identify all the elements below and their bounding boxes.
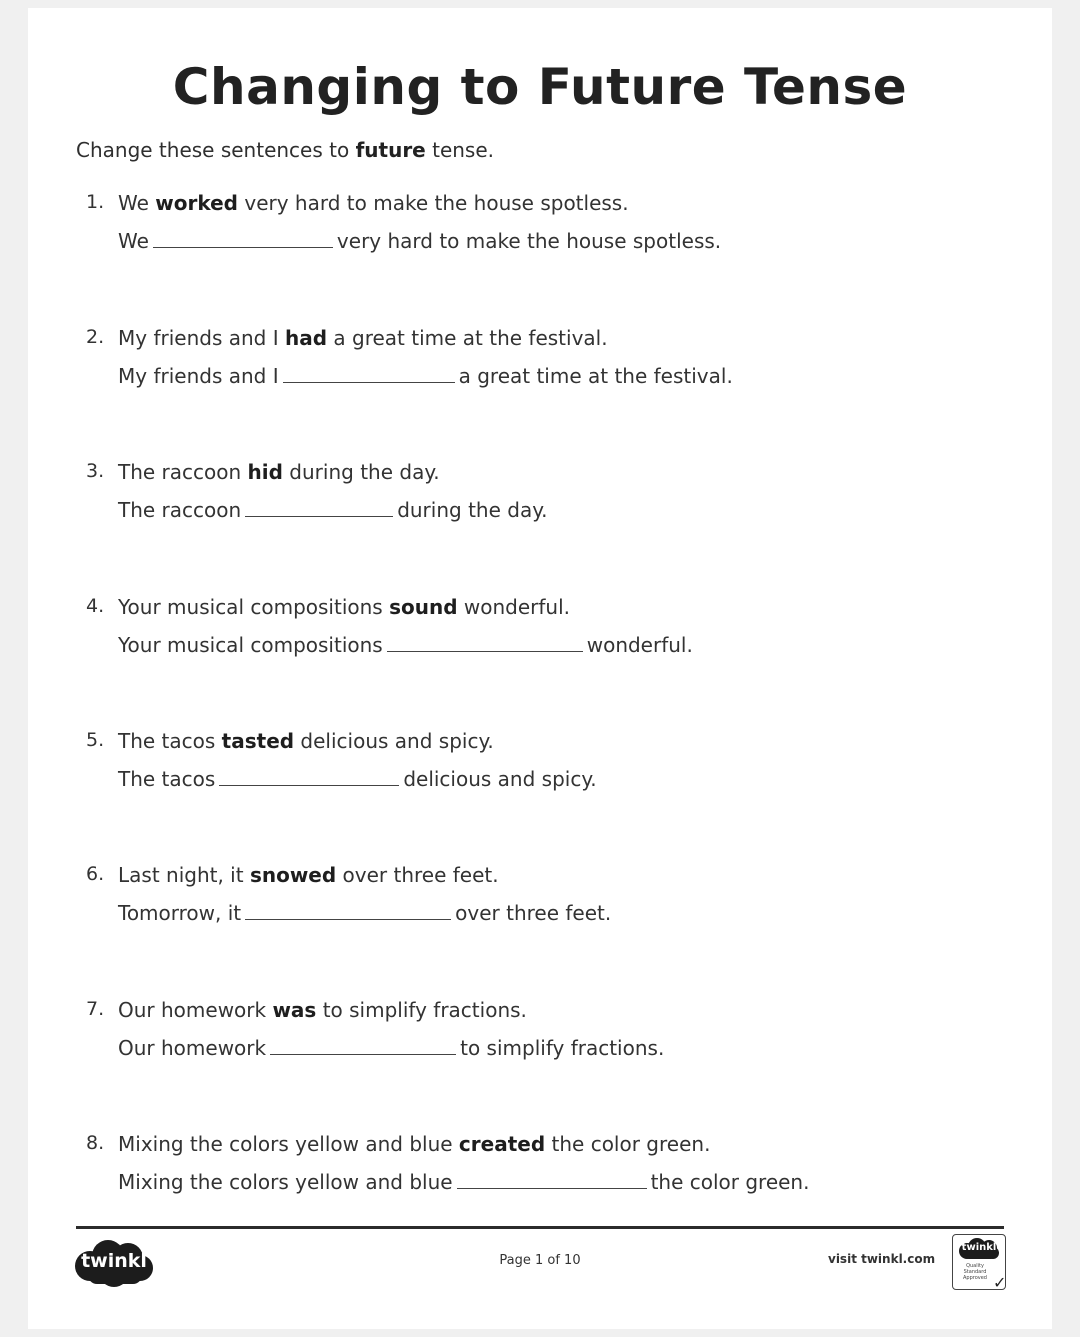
question-future-sentence <box>118 1036 664 1060</box>
answer-blank[interactable] <box>219 767 399 786</box>
present-tense-verb: sound <box>389 595 458 619</box>
question-future-sentence <box>118 229 721 253</box>
sentence-start: My friends and I <box>118 364 279 388</box>
sentence-start: The raccoon <box>118 498 242 522</box>
question-past-sentence <box>118 863 499 887</box>
instructions <box>76 138 494 162</box>
question-number: 3. <box>86 460 105 482</box>
sentence-end: over three feet. <box>336 863 499 887</box>
sentence-start: The tacos <box>118 767 216 791</box>
past-tense-verb: snowed <box>249 863 337 887</box>
answer-blank[interactable] <box>283 364 455 383</box>
sentence-start: Mixing the colors yellow and blue <box>118 1170 453 1194</box>
sentence-end: during the day. <box>397 498 548 522</box>
sentence-start: The raccoon <box>118 460 248 484</box>
question-number: 5. <box>86 729 105 751</box>
question-past-sentence <box>118 326 608 350</box>
page-title: Changing to Future Tense <box>172 58 908 116</box>
sentence-start: Mixing the colors yellow and blue <box>118 1132 459 1156</box>
worksheet-page <box>28 8 1052 1329</box>
sentence-start: Tomorrow, it <box>118 901 242 925</box>
question-future-sentence <box>118 498 548 522</box>
sentence-end: a great time at the festival. <box>327 326 608 350</box>
sentence-start: Last night, it <box>118 863 250 887</box>
question-future-sentence <box>118 364 733 388</box>
past-tense-verb: created <box>458 1132 546 1156</box>
question-number: 4. <box>86 595 105 617</box>
sentence-end: over three feet. <box>455 901 612 925</box>
question-2 <box>86 326 986 416</box>
question-future-sentence <box>118 767 597 791</box>
question-past-sentence <box>118 191 629 215</box>
page-number: Page 1 of 10 <box>499 1253 581 1268</box>
answer-blank[interactable] <box>270 1036 456 1055</box>
question-number: 6. <box>86 863 105 885</box>
badge-brand-text: twinkl <box>961 1242 997 1253</box>
sentence-end: to simplify fractions. <box>316 998 527 1022</box>
sentence-start: We <box>118 191 156 215</box>
sentence-end: delicious and spicy. <box>403 767 597 791</box>
sentence-end: during the day. <box>282 460 440 484</box>
question-7 <box>86 998 986 1088</box>
logo-text: twinkl <box>81 1250 147 1272</box>
answer-blank[interactable] <box>153 229 333 248</box>
instructions-text-before: Change these sentences to <box>76 138 356 162</box>
sentence-start: My friends and I <box>118 326 285 350</box>
checkmark-icon: ✓ <box>993 1273 1007 1292</box>
sentence-end: very hard to make the house spotless. <box>336 229 722 253</box>
question-4 <box>86 595 986 685</box>
sentence-start: The tacos <box>118 729 222 753</box>
question-8 <box>86 1132 986 1222</box>
question-past-sentence <box>118 595 570 619</box>
question-future-sentence <box>118 901 611 925</box>
question-past-sentence <box>118 998 527 1022</box>
question-3 <box>86 460 986 550</box>
question-number: 2. <box>86 326 105 348</box>
sentence-end: very hard to make the house spotless. <box>238 191 629 215</box>
past-tense-verb: tasted <box>221 729 295 753</box>
question-future-sentence <box>118 633 693 657</box>
visit-website-link[interactable]: visit twinkl.com <box>828 1252 936 1266</box>
answer-blank[interactable] <box>457 1170 647 1189</box>
answer-blank[interactable] <box>387 633 583 652</box>
instructions-bold-word: future <box>355 138 426 162</box>
past-tense-verb: was <box>272 998 317 1022</box>
question-number: 1. <box>86 191 105 213</box>
question-past-sentence <box>118 729 494 753</box>
past-tense-verb: had <box>284 326 328 350</box>
past-tense-verb: worked <box>155 191 238 215</box>
question-past-sentence <box>118 1132 710 1156</box>
question-number: 7. <box>86 998 105 1020</box>
sentence-end: wonderful. <box>586 633 693 657</box>
question-5 <box>86 729 986 819</box>
sentence-start: Your musical compositions <box>118 595 390 619</box>
answer-blank[interactable] <box>245 901 451 920</box>
sentence-start: Our homework <box>118 998 273 1022</box>
question-1 <box>86 191 986 281</box>
quality-standard-badge <box>952 1234 1006 1290</box>
question-future-sentence <box>118 1170 809 1194</box>
question-6 <box>86 863 986 953</box>
sentence-start: Your musical compositions <box>118 633 383 657</box>
footer-divider <box>76 1226 1004 1229</box>
sentence-end: the color green. <box>650 1170 810 1194</box>
answer-blank[interactable] <box>245 498 393 517</box>
sentence-end: the color green. <box>545 1132 711 1156</box>
question-number: 8. <box>86 1132 105 1154</box>
sentence-end: to simplify fractions. <box>460 1036 665 1060</box>
sentence-end: a great time at the festival. <box>458 364 733 388</box>
question-past-sentence <box>118 460 440 484</box>
instructions-text-after: tense. <box>425 138 495 162</box>
sentence-end: wonderful. <box>457 595 570 619</box>
badge-caption: Quality Standard Approved <box>963 1263 987 1281</box>
sentence-start: We <box>118 229 149 253</box>
sentence-start: Our homework <box>118 1036 267 1060</box>
sentence-end: delicious and spicy. <box>294 729 494 753</box>
past-tense-verb: hid <box>247 460 283 484</box>
